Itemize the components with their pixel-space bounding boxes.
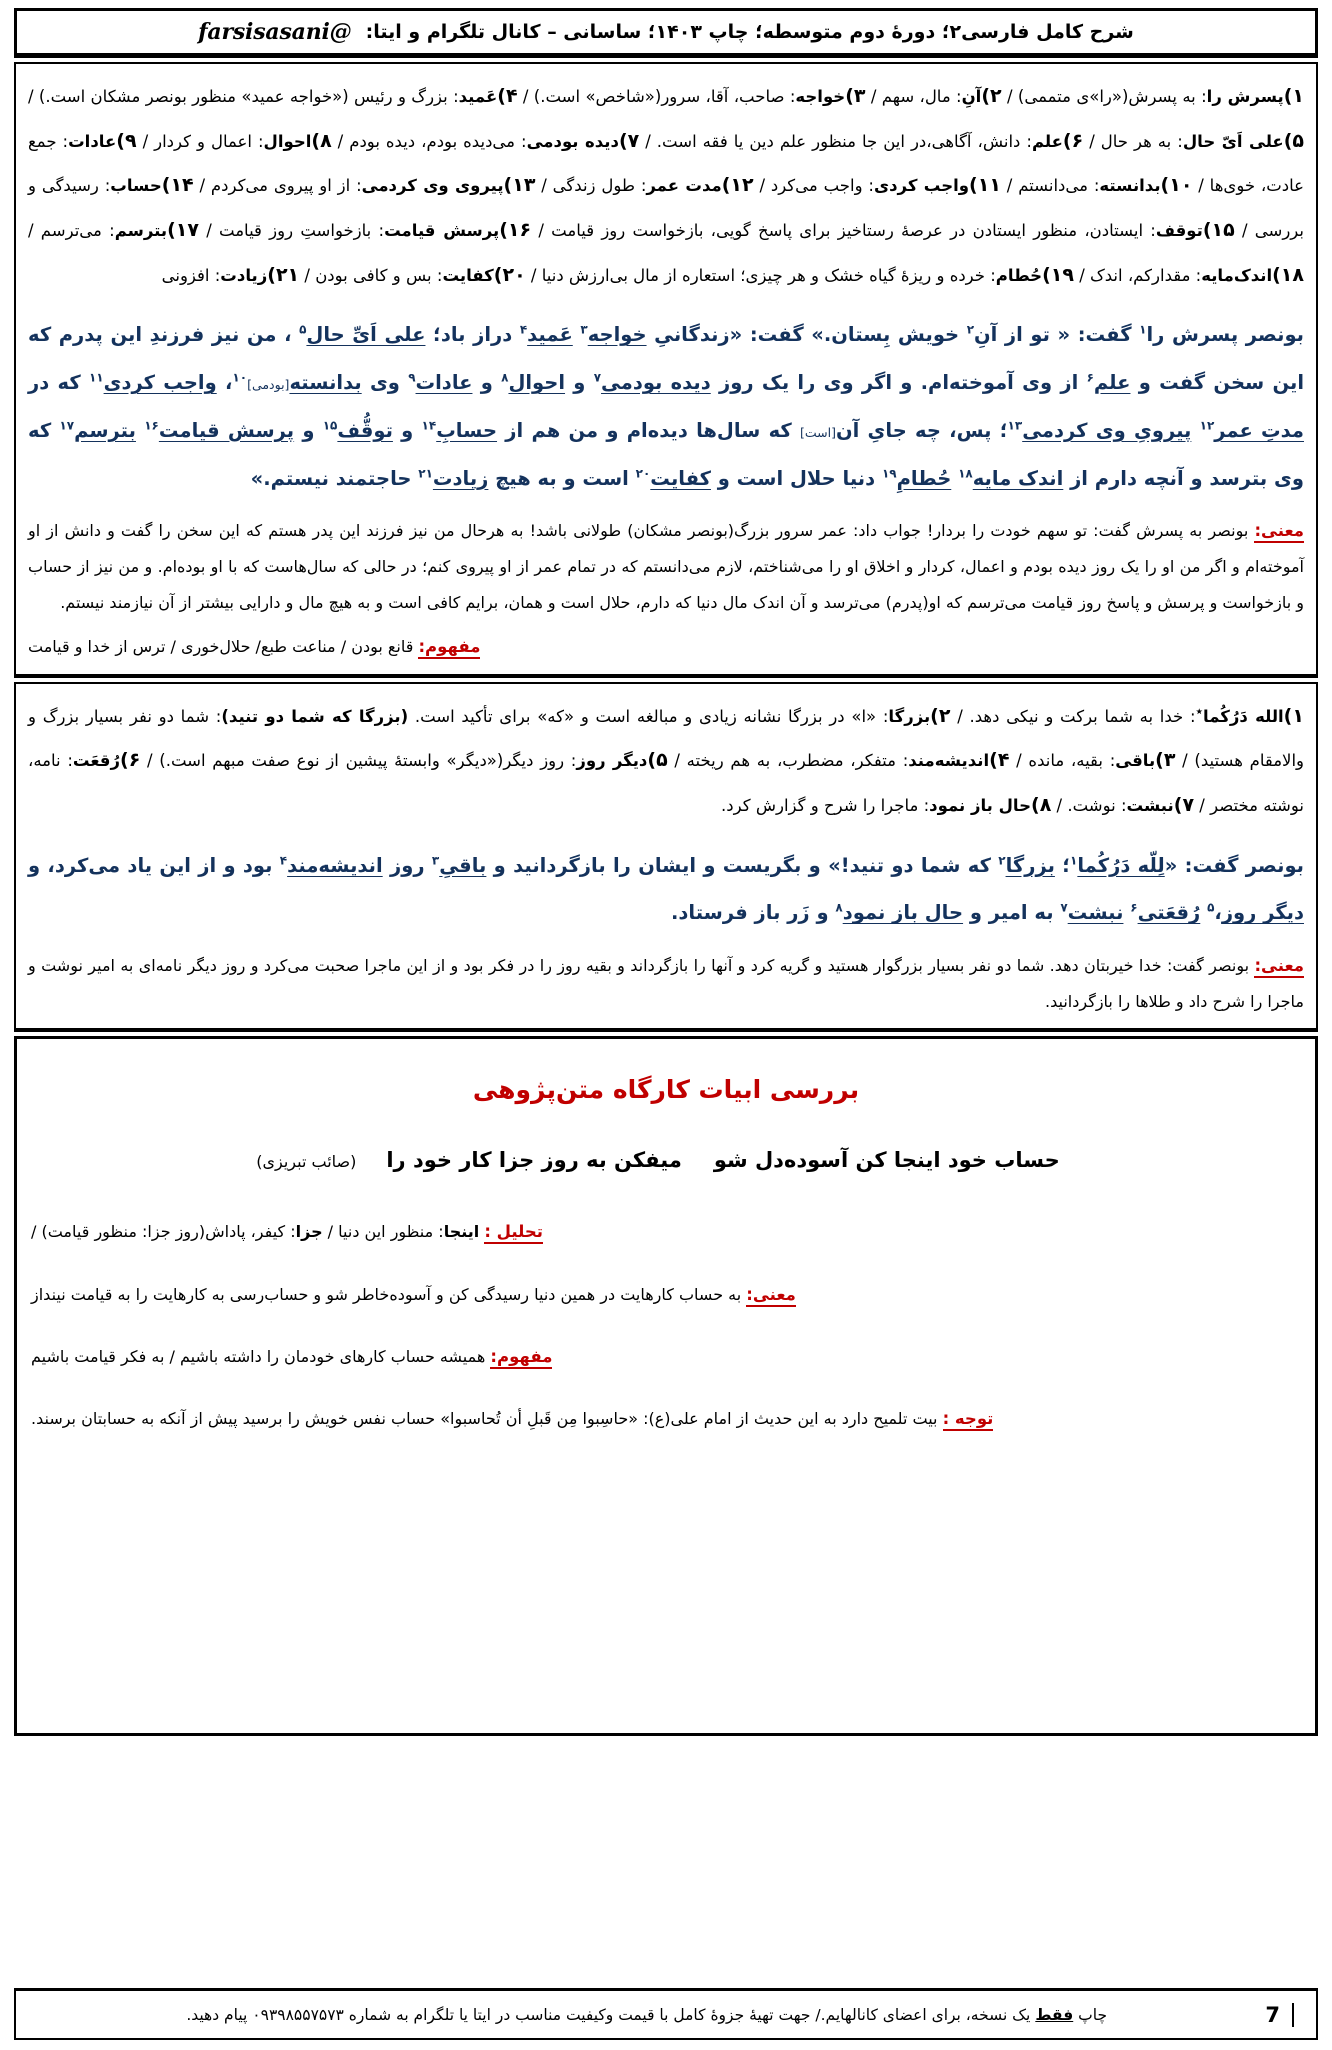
page-footer: [14, 1988, 1318, 2040]
analysis-text: اینجا: منظور این دنیا / جزا: کیفر، پاداش(روز جزا: منظور قیامت) /: [31, 1222, 480, 1242]
concept-text: قانع بودن / مناعت طبع/ حلال‌خوری / ترس از خدا و قیامت: [28, 637, 414, 657]
section-one: [14, 62, 1318, 678]
footer-rest: یک نسخه، برای اعضای کانالهایم./ جهت تهیهٔ جزوهٔ کامل با قیمت وکیفیت مناسب در ایتا یا تلگرام به شماره ۰۹۳۹۸۵۵۷۵۷۳ پیام دهید.: [186, 2005, 1036, 2024]
hemistich-right: حساب خود اینجا کن آسوده‌دل شو: [713, 1148, 1060, 1173]
footer-prefix: چاپ: [1073, 2005, 1108, 2024]
page-number: 7: [1265, 2003, 1294, 2027]
hemistich-left: میفکن به روز جزا کار خود را: [386, 1148, 682, 1173]
note-text: بیت تلمیح دارد به این حدیث از امام علی(ع): «حاسِبوا مِن قَبلِ أن تُحاسبوا» حساب نفس خویش را برسید پیش از آنکه به حسابتان برسند.: [31, 1409, 938, 1429]
header-title: شرح کامل فارسی۲؛ دورهٔ دوم متوسطه؛ چاپ ۱۴۰۳؛ ساسانی – کانال تلگرام و ایتا:: [365, 21, 1134, 43]
note-label: توجه :: [943, 1409, 994, 1431]
meaning-label-2: معنی:: [1254, 956, 1304, 978]
section-two-meaning: [28, 947, 1304, 1020]
workshop-analysis: [31, 1214, 1301, 1250]
footer-text: [28, 2006, 1265, 2024]
section-one-glossary: ۱)پسرش را: به پسرش(«را»ی متممی) / ۲)آنِ: مال، سهم / ۳)خواجه: صاحب، آقا، سرور(«شاخص» است.) / ۴)عَمید: بزرگ و رئیس («خواجه عمید» منظور بونصر مشکان است.) / ۵)علی اَیّ حال: به هر حال / ۶)علم: دانش، آگاهی،در این جا منظور علم دین یا فقه است. / ۷)دیده بودمی: می‌دیده بودم، دیده بودم / ۸)احوال: اعمال و کردار / ۹)عادات: جمع عادت، خوی‌ها / ۱۰)بدانسته: می‌دانستم / ۱۱)واجب کردی: واجب می‌کرد / ۱۲)مدت عمر: طول زندگی / ۱۳)پیروی وی کردمی: از او پیروی می‌کردم / ۱۴)حساب: رسیدگی و بررسی / ۱۵)توقف: ایستادن، منظور ایستادن در عرصهٔ رستاخیز برای پاسخ گویی، بازخواست روز قیامت / ۱۶)پرسش قیامت: بازخواستِ روز قیامت / ۱۷)بترسم: می‌ترسم / ۱۸)اندک‌مایه: مقدارکم، اندک / ۱۹)حُطام: خرده و ریزهٔ گیاه خشک و هر چیزی؛ استعاره از مال بی‌ارزش دنیا / ۲۰)کفایت: بس و کافی بودن / ۲۱)زیادت: افزونی: [28, 85, 1305, 286]
telegram-handle: @farsisasani: [198, 19, 352, 45]
section-one-concept: [28, 629, 1304, 665]
workshop-concept-text: همیشه حساب کارهای خودمان را داشته باشیم / به فکر قیامت باشیم: [31, 1346, 486, 1366]
meaning-text: بونصر به پسرش گفت: تو سهم خودت را بردار! جواب داد: عمر سرور بزرگ(بونصر مشکان) طولانی باشد! به هرحال من نیز فرزند این پدر هستم که این سخن را گفت و دانش از او آموخته‌ام و اگر من او را یک روز دیده بودم و اعمال، کردار و اخلاق او را می‌شناختم، لازم می‌دانستم که در تمام عمر از او پیروی کنم؛ در حالی که سال‌هاست که با او بوده‌ام. و من نیز از حساب و بازخواست و پرسش و پاسخ روز قیامت می‌ترسم که او(پدرم) می‌ترسد و آن اندک مال دنیا که دارم، حلال است و همان، برایم کافی است و به هیچ مال و دارایی بیشتر از آن نیازمند نیستم.: [28, 521, 1304, 613]
workshop-note: [31, 1401, 1301, 1437]
workshop-meaning-label: معنی:: [746, 1285, 796, 1307]
section-one-meaning: [28, 512, 1304, 621]
analysis-label: تحلیل :: [484, 1222, 543, 1244]
workshop-section: [14, 1036, 1318, 1736]
poem-couplet: [31, 1148, 1301, 1172]
page-header: [14, 8, 1318, 58]
footer-emphasis: فقط: [1035, 2005, 1074, 2024]
section-two-glossary: ۱)الله دَرُکُما٭: خدا به شما برکت و نیکی دهد. / ۲)بزرگا: «ا» در بزرگا نشانه زیادی و مبالغه است و «که» برای تأکید است. (بزرگا که شما دو تنید): شما دو نفر بسیار بزرگ و والامقام هستید) / ۳)باقی: بقیه، مانده / ۴)اندیشه‌مند: متفکر، مضطرب، به هم ریخته / ۵)دیگر روز: روز دیگر(«دیگر» وابستهٔ پیشین از نوع صفت مبهم است.) / ۶)رُقعَت: نامه، نوشته مختصر / ۷)نبشت: نوشت. / ۸)حال باز نمود: ماجرا را شرح و گزارش کرد.: [28, 703, 1305, 816]
section-one-original-text: بونصر پسرش را$^۱$ گفت: « تو از آنِ$^۲$ خویش بِستان.» گفت: «زندگانیِ خواجه$^۳$ عَمید$^۴$ دراز باد؛ علی اَیِّ حال$^۵$ ، من نیز فرزندِ این پدرم که این سخن گفت و علم$^۶$ از وی آموخته‌ام. و اگر وی را یک روز دیده بودمی$^۷$ و احوال$^۸$ و عادات$^۹$ وی بدانسته[بودمی]$^{۱۰}$، واجب کردی$^{۱۱}$ که در مدتِ عمر$^{۱۲}$ پیرویِ وی کردمی$^{۱۳}$؛ پس، چه جایِ آن[است] که سال‌ها دیده‌ام و من هم از حسابِ$^{۱۴}$ و توقُّف$^{۱۵}$ و پرسش قیامت$^{۱۶}$ بترسم$^{۱۷}$ که وی بترسد و آنچه دارم از اندک مایه$^{۱۸}$ حُطامِ$^{۱۹}$ دنیا حلال است و کفایت$^{۲۰}$ است و به هیچ زیادت$^{۲۱}$ حاجتمند نیستم.»: [28, 322, 1305, 490]
poet-name: (صائب تبریزی): [256, 1152, 357, 1172]
workshop-meaning: [31, 1277, 1301, 1313]
meaning-label: معنی:: [1254, 521, 1304, 543]
workshop-concept: [31, 1339, 1301, 1375]
section-two: [14, 682, 1318, 1033]
header-title-row: [198, 19, 1134, 45]
workshop-meaning-text: به حساب کارهایت در همین دنیا رسیدگی کن و آسوده‌خاطر شو و حساب‌رسی به کارهایت را به قیامت نینداز: [31, 1284, 742, 1304]
meaning-text-2: بونصر گفت: خدا خیربتان دهد. شما دو نفر بسیار بزرگوار هستید و گریه کرد و آنها را بازگرداند و بقیه روز را در فکر بود و از این ماجرا صحبت می‌کرد و روز دیگر نامه‌ای به امیر نوشت و ماجرا را شرح داد و طلاها را بازگردانید.: [28, 956, 1304, 1012]
workshop-concept-label: مفهوم:: [490, 1347, 552, 1369]
section-two-original-text: بونصر گفت: «لِلّه دَرُکُما$^۱$؛ بزرگا$^۲$ که شما دو تنید!» و بگریست و ایشان را بازگردانید و باقیِ$^۳$ روز اندیشه‌مند$^۴$ بود و از این یاد می‌کرد، و دیگر روز،$^۵$ رُقعَتی$^۶$ نبشت$^۷$ به امیر و حال باز نمود$^۸$ و زَر باز فرستاد.: [28, 853, 1304, 925]
workshop-title: بررسی ابیات کارگاه متن‌پژوهی: [472, 1075, 860, 1105]
concept-label: مفهوم:: [418, 637, 480, 659]
